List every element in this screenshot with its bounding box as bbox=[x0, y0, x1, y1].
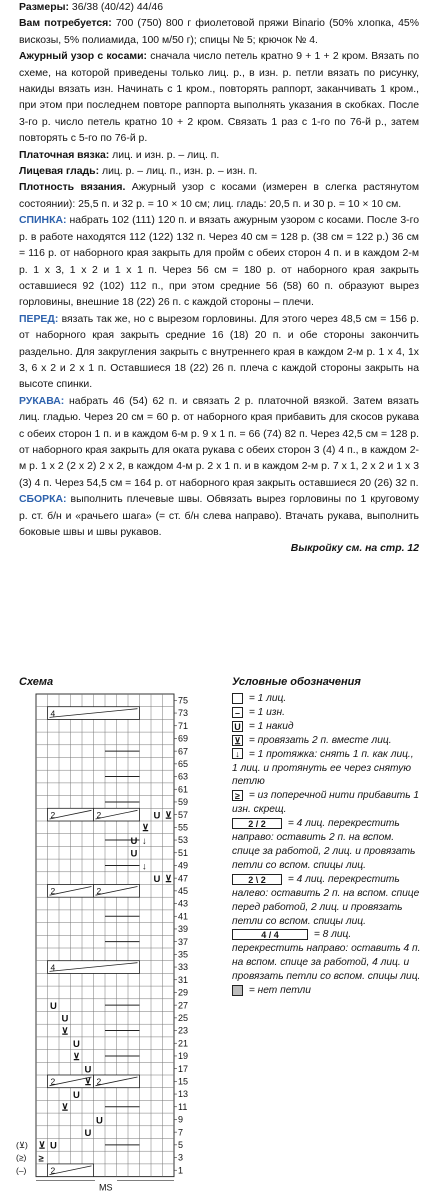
chart-row-number: 37 bbox=[178, 936, 189, 947]
stitch-symbol: ↓ bbox=[142, 861, 147, 873]
sizes-paragraph: Размеры: 36/38 (40/42) 44/46 bbox=[19, 2, 163, 13]
chart-row-number: 59 bbox=[178, 797, 189, 808]
gauge-paragraph: Плотность вязания. Ажурный узор с косами (измерен в слегка растянутом состоянии): 25,5 п. и 32 р. = 10 × 10 см; лиц. гладь: 20,5 п. и 30 р. = 10 × 10 см. bbox=[19, 182, 419, 210]
stitch-symbol: ⊻ bbox=[165, 873, 172, 885]
legend-item bbox=[232, 873, 421, 929]
chart-row-number: 29 bbox=[178, 987, 189, 998]
legend-item bbox=[232, 734, 421, 748]
chart-row-number: 19 bbox=[178, 1051, 189, 1062]
cable-number: 2 bbox=[50, 810, 56, 820]
legend-symbol: ↓ bbox=[232, 748, 243, 759]
stitch-symbol: U bbox=[73, 1089, 80, 1101]
chart-row-number: 7 bbox=[178, 1127, 184, 1138]
front-paragraph: ПЕРЕД: вязать так же, но с вырезом горловины. Для этого через 48,5 см = 156 р. от наборного края закрыть средние 16 (18) 20 п. и обе стороны закончить раздельно. Для закругления закрыть с внутреннего края в каждом 2-м р. 1 х 4, 1х 3, 6 х 2 и 2 х 1 п. Оставшиеся 18 (22) 26 п. плеча с каждой стороны закрыть на высоте спинки. bbox=[19, 313, 419, 391]
legend-item bbox=[232, 706, 421, 720]
chart-row-number: 71 bbox=[178, 720, 189, 731]
stitch-symbol: U bbox=[153, 873, 161, 885]
chart-row-number: 15 bbox=[178, 1076, 189, 1087]
chart-row-number: 55 bbox=[178, 822, 189, 833]
cable-number: 2 bbox=[96, 810, 102, 820]
chart-left-mark: (–) bbox=[16, 1165, 27, 1176]
cable-number: 4 bbox=[50, 962, 56, 973]
legend-symbol: 4 / 4 bbox=[232, 929, 308, 940]
legend-symbol bbox=[232, 985, 243, 996]
chart-left-mark: (≥) bbox=[16, 1152, 27, 1163]
stitch-symbol: ⊻ bbox=[38, 1140, 46, 1152]
legend-text: = 1 накид bbox=[246, 720, 294, 732]
cable-number: 2 bbox=[50, 1165, 56, 1176]
stitch-symbol: ⊻ bbox=[142, 823, 149, 835]
chart-row-number: 43 bbox=[178, 898, 189, 909]
chart-row-number: 27 bbox=[178, 1000, 189, 1011]
stitch-symbol: U bbox=[50, 1000, 57, 1012]
legend-symbol: 2 \ 2 bbox=[232, 874, 282, 885]
legend bbox=[232, 692, 421, 998]
chart-row-number: 47 bbox=[178, 873, 189, 884]
chart-row-number: 67 bbox=[178, 746, 189, 757]
chart-row-number: 45 bbox=[178, 886, 189, 897]
legend-text: = 1 протяжка: снять 1 п. как лиц., 1 лиц. и протянуть ее через снятую петлю bbox=[232, 748, 414, 788]
stitch-symbol: U bbox=[84, 1127, 92, 1139]
stitch-symbol: U bbox=[96, 1115, 103, 1127]
chart-row-number: 23 bbox=[178, 1025, 189, 1036]
stitch-symbol: ⊻ bbox=[61, 1026, 69, 1038]
legend-item bbox=[232, 984, 421, 998]
stockinette-paragraph: Лицевая гладь: лиц. р. – лиц. п., изн. р. – изн. п. bbox=[19, 166, 258, 178]
legend-text: = 4 лиц. перекрестить налево: оставить 2 п. на вспом. спице перед работой, 2 лиц. и провязать петли со вспом. спицы лиц. bbox=[232, 873, 420, 927]
chart-row-number: 75 bbox=[178, 695, 189, 706]
chart-row-number: 53 bbox=[178, 835, 189, 846]
legend-symbol: U bbox=[232, 721, 243, 732]
legend-text: = 8 лиц. перекрестить направо: оставить 4 п. на вспом. спице за работой, 4 лиц. и провязать петли со вспом. спицы лиц. bbox=[232, 929, 421, 983]
back-paragraph: СПИНКА: набрать 102 (111) 120 п. и вязать ажурным узором с косами. После 3-го р. в работе находятся 112 (122) 132 п. Через 40 см = 128 р. (38 см = 122 р.) 36 см = 116 р. от наборного края закрыть для пройм с обеих сторон 4 п. и в каждом 2-м р. 1 х 3, 1 х 2 и 1 х 1 п. Через 56 см = 180 р. от наборного края закрыть оставшиеся 92 (102) 112 п., при этом средние 56 (58) 60 п. образуют вырез горловины, внешние 18 (22) 26 п. с каждой стороны – плечи. bbox=[19, 215, 419, 309]
chart-footer: MS bbox=[99, 1182, 113, 1193]
chart-row-number: 57 bbox=[178, 809, 189, 820]
chart-row-number: 61 bbox=[178, 784, 189, 795]
legend-symbol: – bbox=[232, 707, 243, 718]
chart-row-number: 63 bbox=[178, 771, 189, 782]
chart-row-number: 5 bbox=[178, 1140, 184, 1151]
legend-text: = нет петли bbox=[246, 985, 311, 997]
cable-number: 2 bbox=[96, 886, 102, 897]
garter-paragraph: Платочная вязка: лиц. и изн. р. – лиц. п. bbox=[19, 149, 220, 161]
chart-row-number: 1 bbox=[178, 1165, 184, 1176]
sleeves-paragraph: РУКАВА: набрать 46 (54) 62 п. и связать 2 р. платочной вязкой. Затем вязать лиц. гладью. Через 20 см = 60 р. от наборного края прибавить для скосов рукава с обеих сторон 1 п. и в каждом 6-м р. 9 х 1 п. = 66 (74) 82 п. Через 42,5 см = 128 р. от наборного края закрыть для оката рукава с обеих сторон 3 (4) 4 п., в каждом 2-м р. 1 х 2 (2 х 2) 2 х 2, в каждом 4-м р. 2 х 1 п. и в каждом 2-м р. 7 х 1, 2 х 2 и 1 х 3 (3) 4 п. Через 54,5 см = 164 р. от наборного края закрыть оставшиеся 20 (26) 32 п. bbox=[19, 395, 419, 489]
stitch-symbol: ↓ bbox=[142, 835, 147, 847]
chart-row-number: 41 bbox=[178, 911, 189, 922]
pattern-instructions bbox=[19, 0, 419, 558]
legend-item bbox=[232, 748, 421, 790]
legend-text: = 4 лиц. перекрестить направо: оставить 2 п. на вспом. спице за работой, 2 лиц. и провязать петли со вспом. спицы лиц. bbox=[232, 818, 416, 871]
stitch-symbol: U bbox=[130, 848, 138, 860]
stitch-symbol: ⊻ bbox=[73, 1051, 80, 1063]
stitch-symbol: U bbox=[73, 1039, 80, 1051]
legend-item bbox=[232, 720, 421, 734]
chart-row-number: 49 bbox=[178, 860, 189, 871]
cable-number: 2 bbox=[96, 1076, 102, 1087]
legend-symbol: 2 / 2 bbox=[232, 818, 282, 829]
legend-symbol bbox=[232, 693, 243, 704]
stitch-symbol: U bbox=[130, 835, 138, 847]
chart-left-mark: (⊻) bbox=[16, 1140, 28, 1151]
legend-title: Условные обозначения bbox=[232, 676, 361, 688]
lace-pattern-paragraph: Ажурный узор с косами: сначала число петель кратно 9 + 1 + 2 кром. Вязать по схеме, на которой приведены только лиц. р., в изн. р. петли вязать по рисунку, накиды вязать изн. Начинать с 1 кром., повторять раппорт, заканчивать 1 кром., при этом при последнем повторе раппорта выполнять указания в скобках. После 3-го р. число петель кратно 10 + 2 кром. Связать 1 раз с 1-го по 76-й р., затем повторять с 5-го по 76-й р. bbox=[19, 51, 419, 145]
chart-row-number: 33 bbox=[178, 962, 189, 973]
materials-paragraph: Вам потребуется: 700 (750) 800 г фиолетовой пряжи Binario (50% хлопка, 45% вискозы, 5% полиамида, 100 м/50 г); спицы № 5; крючок № 4. bbox=[19, 18, 419, 46]
assembly-paragraph: СБОРКА: выполнить плечевые швы. Обвязать вырез горловины по 1 круговому р. ст. б/н и «рачьего шага» (= ст. б/н слева направо). Втачать рукава, выполнить боковые швы и швы рукавов. bbox=[19, 494, 419, 538]
legend-text: = 1 изн. bbox=[246, 706, 285, 718]
chart-row-number: 69 bbox=[178, 733, 189, 744]
stitch-symbol: ⊻ bbox=[165, 810, 172, 822]
cable-number: 2 bbox=[50, 1076, 56, 1087]
chart-row-number: 3 bbox=[178, 1152, 184, 1163]
legend-symbol: ≥ bbox=[232, 790, 243, 801]
scheme-title: Схема bbox=[19, 676, 54, 688]
legend-text: = из поперечной нити прибавить 1 изн. скрещ. bbox=[232, 790, 420, 816]
chart-row-number: 11 bbox=[178, 1101, 188, 1112]
chart-row-number: 39 bbox=[178, 924, 189, 935]
stitch-symbol: U bbox=[153, 810, 161, 822]
legend-text: = 1 лиц. bbox=[246, 693, 287, 704]
legend-item bbox=[232, 789, 421, 817]
stitch-symbol: ⊻ bbox=[84, 1077, 92, 1089]
legend-item bbox=[232, 692, 421, 706]
legend-item bbox=[232, 817, 421, 873]
stitch-symbol: U bbox=[84, 1064, 92, 1076]
stitch-symbol: ⊻ bbox=[61, 1102, 69, 1114]
chart-row-number: 9 bbox=[178, 1114, 184, 1125]
chart-row-number: 21 bbox=[178, 1038, 189, 1049]
chart-row-number: 73 bbox=[178, 708, 189, 719]
chart-row-number: 35 bbox=[178, 949, 189, 960]
stitch-symbol: U bbox=[61, 1013, 69, 1025]
pattern-reference: Выкройку см. на стр. 12 bbox=[290, 543, 419, 555]
knitting-chart bbox=[14, 690, 214, 1200]
cable-number: 4 bbox=[50, 708, 56, 719]
chart-row-number: 51 bbox=[178, 847, 189, 858]
legend-symbol: ⊻ bbox=[232, 735, 243, 746]
stitch-symbol: U bbox=[50, 1140, 57, 1152]
chart-row-number: 25 bbox=[178, 1013, 189, 1024]
chart-row-number: 65 bbox=[178, 759, 189, 770]
cable-number: 2 bbox=[50, 886, 56, 897]
legend-item bbox=[232, 928, 421, 984]
chart-row-number: 17 bbox=[178, 1063, 189, 1074]
legend-text: = провязать 2 п. вместе лиц. bbox=[246, 734, 392, 746]
chart-row-number: 13 bbox=[178, 1089, 189, 1100]
chart-row-number: 31 bbox=[178, 974, 189, 985]
stitch-symbol: ≥ bbox=[38, 1153, 44, 1165]
